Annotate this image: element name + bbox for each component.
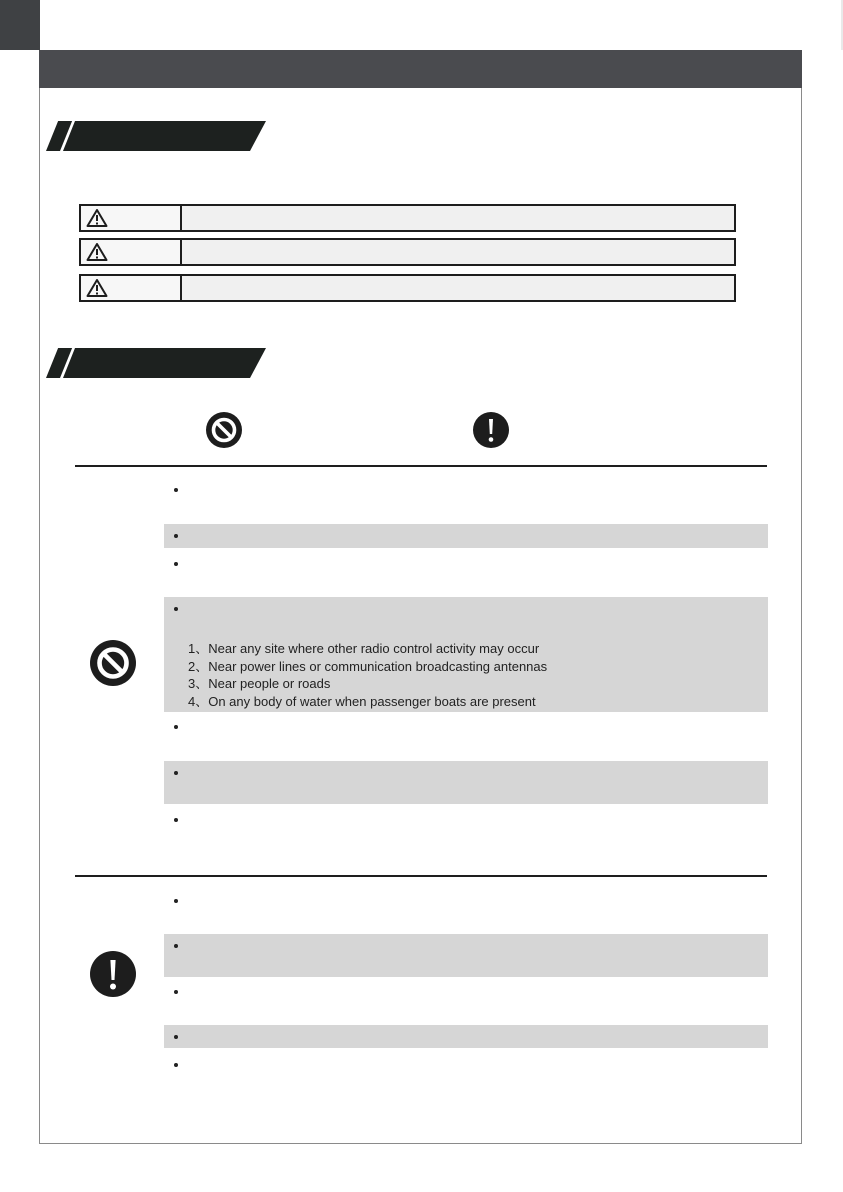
bullet <box>174 488 178 492</box>
hazard-badge <box>81 276 182 300</box>
list-item <box>164 715 768 759</box>
exclamation-icon <box>472 411 510 449</box>
list-item <box>164 552 768 594</box>
bullet <box>174 990 178 994</box>
bullet <box>174 725 178 729</box>
hazard-description <box>182 240 734 264</box>
condition-item: 2、Near power lines or communication broadcasting antennas <box>188 658 548 674</box>
corner-tab <box>0 0 40 50</box>
condition-item: 4、On any body of water when passenger boats are present <box>188 693 536 709</box>
section-banner-hazard-levels <box>46 121 266 151</box>
list-item <box>164 980 768 1023</box>
list-item <box>164 1053 768 1097</box>
bullet <box>174 944 178 948</box>
exclamation-icon <box>89 950 137 998</box>
section-banner-symbols <box>46 348 266 378</box>
bullet <box>174 818 178 822</box>
hazard-description <box>182 276 734 300</box>
bullet <box>174 899 178 903</box>
warning-triangle-icon <box>86 242 108 262</box>
warning-triangle-icon <box>86 208 108 228</box>
section-divider <box>75 875 767 877</box>
condition-item: 3、Near people or roads <box>188 676 331 691</box>
condition-item: 1、Near any site where other radio control activity may occur <box>188 641 540 656</box>
hazard-badge <box>81 240 182 264</box>
prohibited-icon <box>89 639 137 687</box>
bullet <box>174 771 178 775</box>
bullet <box>174 562 178 566</box>
list-item <box>164 889 768 933</box>
warning-triangle-icon <box>86 278 108 298</box>
hazard-badge <box>81 206 182 230</box>
bullet <box>174 1063 178 1067</box>
hazard-description <box>182 206 734 230</box>
banner-bar <box>63 348 266 378</box>
banner-bar <box>63 121 266 151</box>
bullet <box>174 607 178 611</box>
bullet <box>174 1035 178 1039</box>
hazard-row-3 <box>79 274 736 302</box>
list-item <box>164 761 768 804</box>
hazard-row-1 <box>79 204 736 232</box>
section-divider <box>75 465 767 467</box>
list-item <box>164 478 768 522</box>
list-item <box>164 808 768 863</box>
header-bar <box>39 50 802 88</box>
prohibited-icon <box>205 411 243 449</box>
prohibited-conditions-list <box>188 640 547 710</box>
list-item <box>164 524 768 548</box>
list-item <box>164 934 768 977</box>
bullet <box>174 534 178 538</box>
hazard-row-2 <box>79 238 736 266</box>
list-item <box>164 1025 768 1048</box>
